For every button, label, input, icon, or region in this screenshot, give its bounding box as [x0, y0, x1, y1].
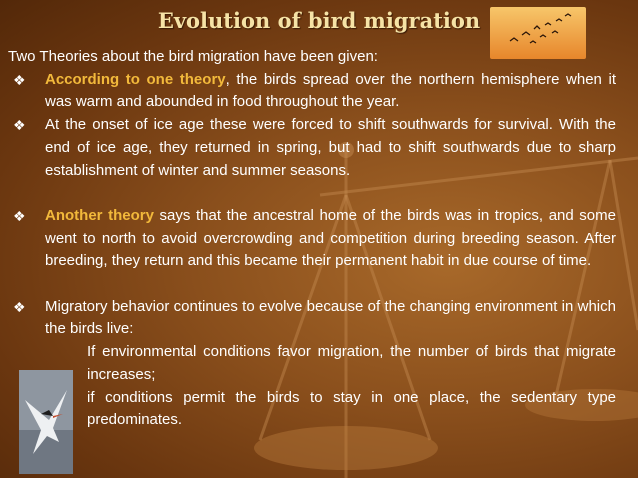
bullet-item: [8, 205, 616, 273]
bullet-text: At the onset of ice age these were forced to shift southwards for survival. With the end of ice age, they returned in spring, but had to shift southwards due to sharp establishment of winter and summer seasons.: [45, 116, 616, 179]
sub-point: if conditions permit the birds to stay in one place, the sedentary type predominates.: [87, 388, 616, 429]
diamond-bullet-icon: ❖: [13, 117, 26, 134]
bullet-highlight: Another theory: [45, 206, 154, 224]
sub-point: If environmental conditions favor migration, the number of birds that migrate increases;: [87, 343, 616, 383]
bullet-item: [8, 296, 616, 341]
slide-title: Evolution of bird migration: [157, 8, 481, 33]
diamond-bullet-icon: ❖: [13, 207, 26, 224]
bullet-text: Migratory behavior continues to evolve because of the changing environment in which the birds live:: [45, 297, 616, 338]
tern-bird-image: [19, 370, 73, 474]
bullet-highlight: According to one theory: [45, 70, 226, 88]
bullet-text: , the birds spread over the northern hemisphere when it was warm and abounded in food throughout the year.: [45, 70, 616, 111]
bullet-item: [8, 69, 616, 114]
diamond-bullet-icon: ❖: [13, 298, 26, 315]
bullet-item: [8, 114, 616, 182]
intro-text: Two Theories about the bird migration have been given:: [8, 48, 378, 65]
bullet-text: says that the ancestral home of the birds was in tropics, and some went to north to avoid overcrowding and competition during breeding season. After breeding, they return and this became their permanent habit in due course of time.: [45, 206, 616, 270]
slide-body: [8, 46, 616, 432]
spacer: [8, 273, 616, 296]
spacer: [8, 182, 616, 205]
diamond-bullet-icon: ❖: [13, 71, 26, 88]
